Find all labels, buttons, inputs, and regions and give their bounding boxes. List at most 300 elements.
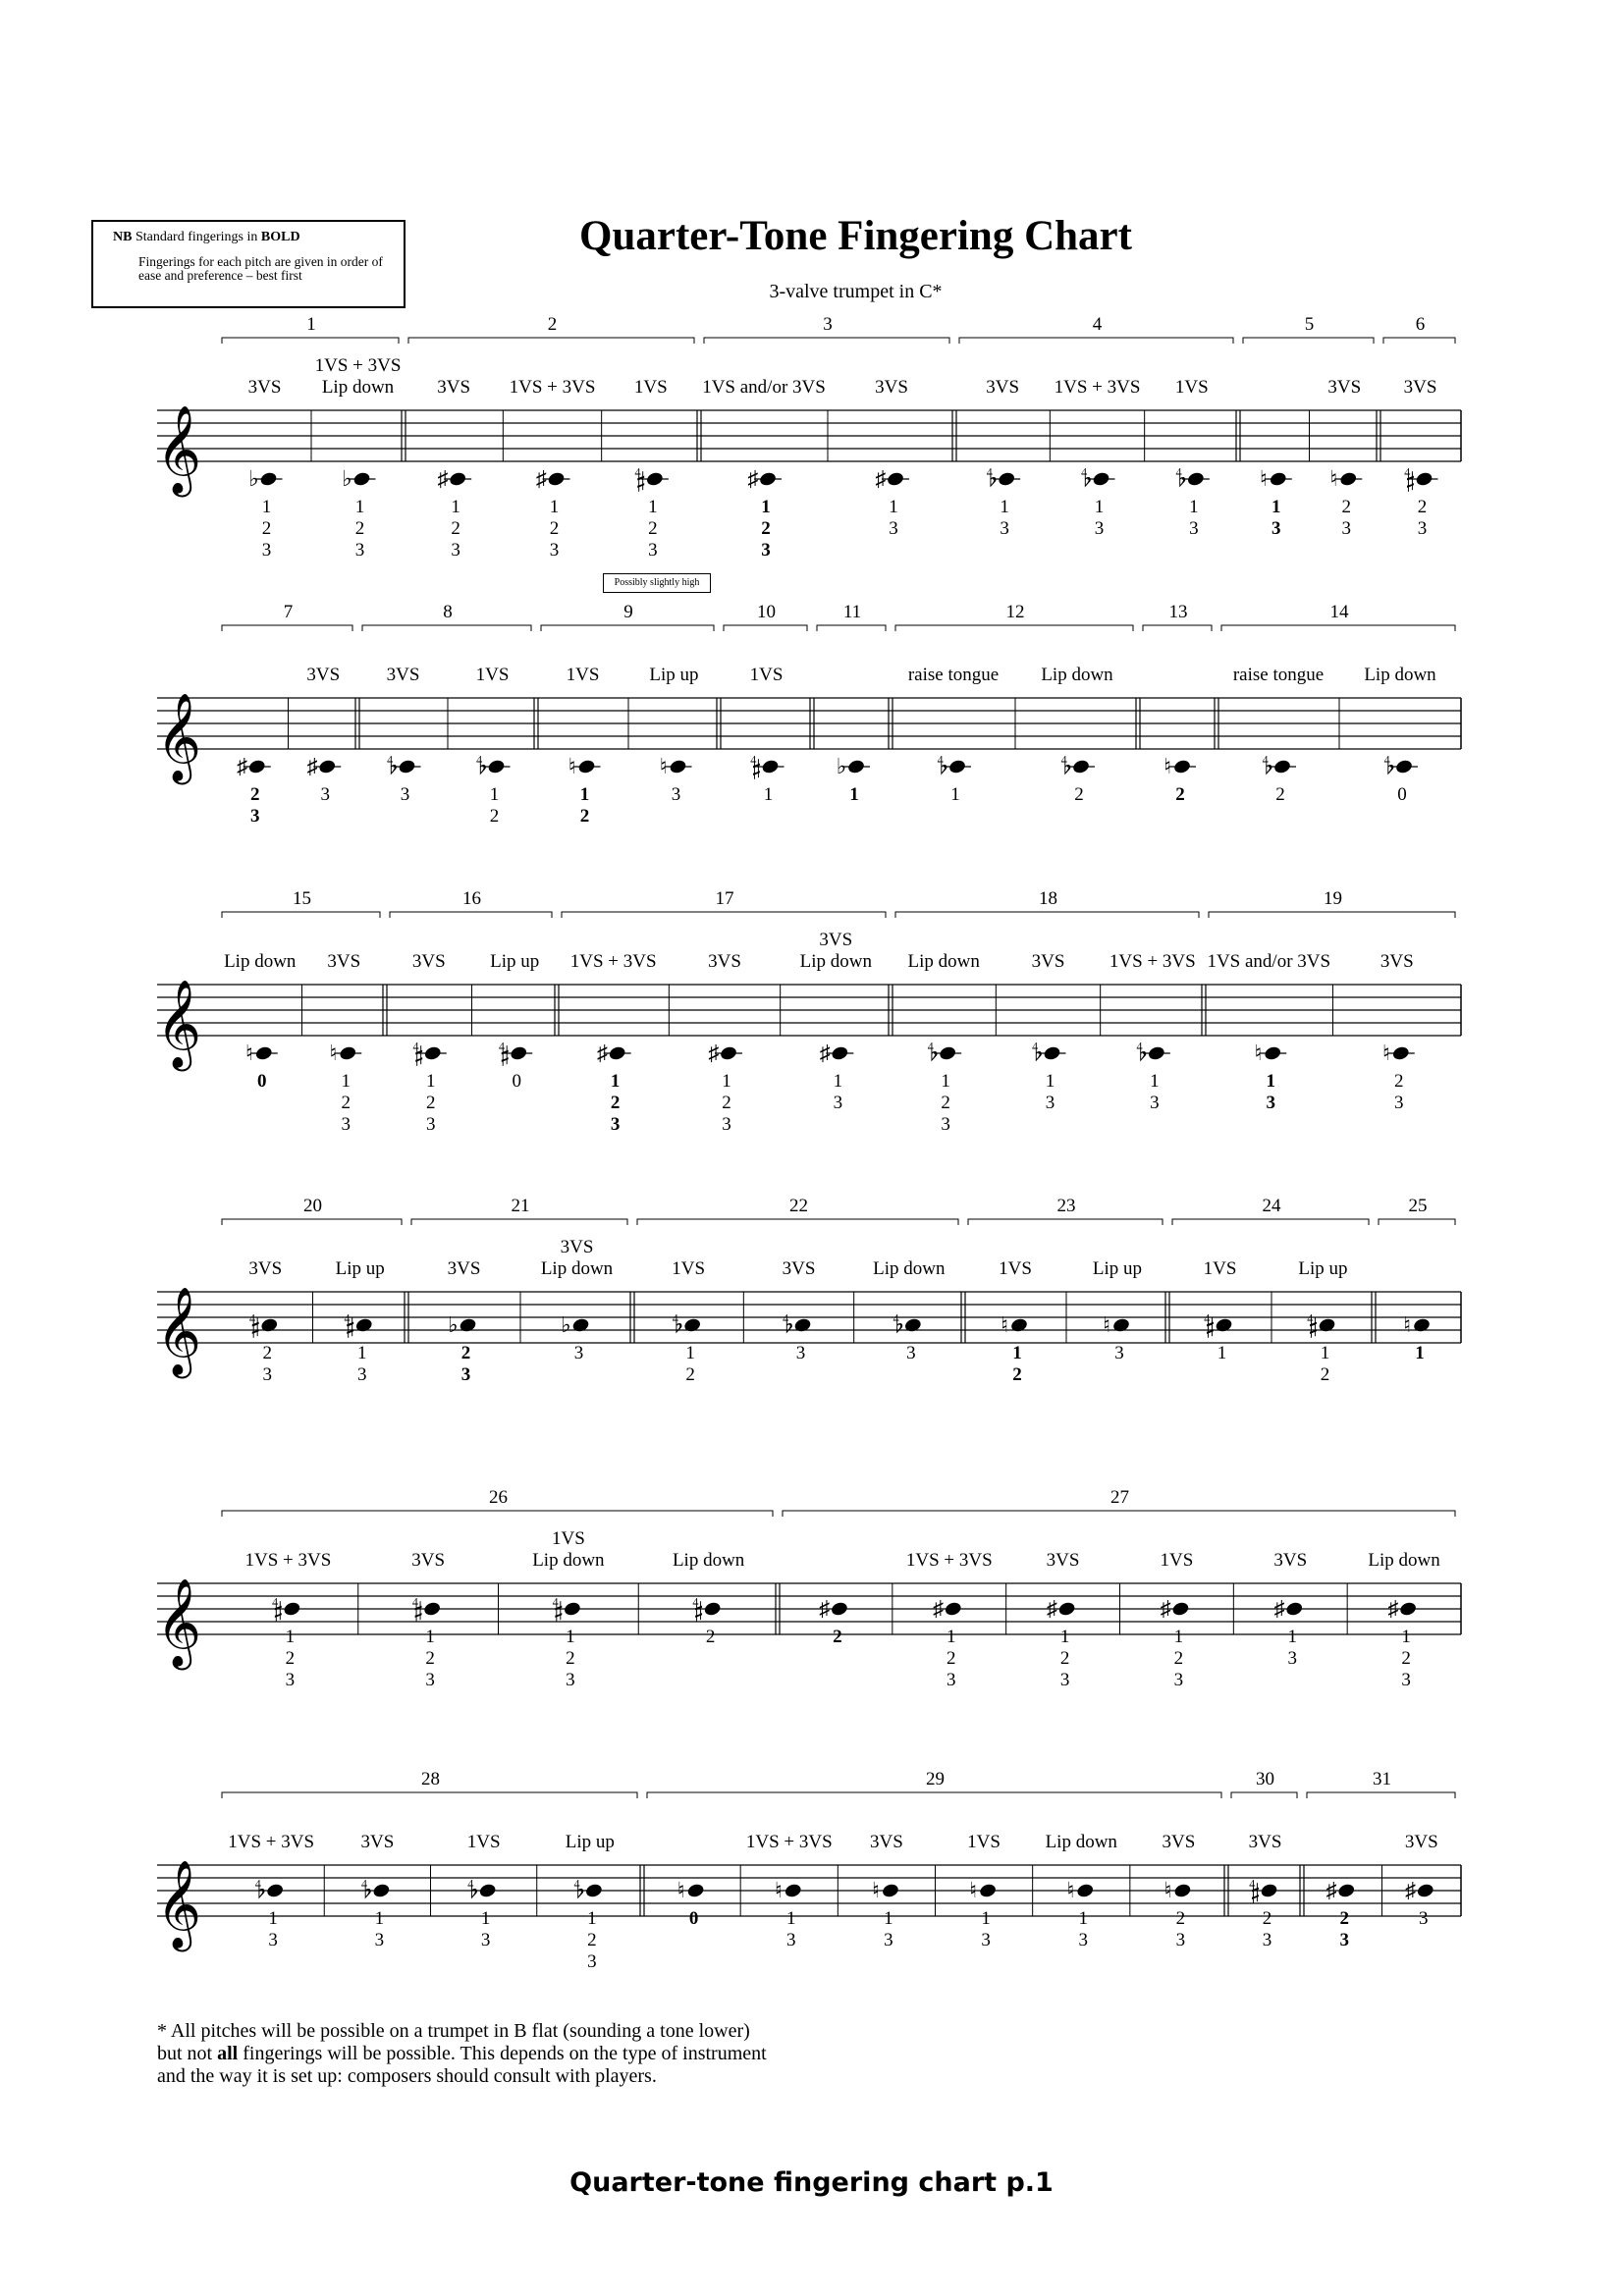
group-number: 5 (1304, 314, 1315, 335)
fingering-instruction: 3VS (1162, 1832, 1196, 1852)
note-prefix: NB (113, 230, 133, 244)
fingering-instruction: 3VS (327, 951, 361, 972)
valve-number: 3 (906, 1343, 916, 1363)
valve-number: 1 (1287, 1627, 1297, 1647)
valve-number: 0 (257, 1071, 267, 1092)
fingering-instruction: Lip down (532, 1550, 605, 1571)
fingering-instruction: Lip down (540, 1258, 614, 1279)
valve-number: 1 (950, 784, 960, 805)
group-number: 23 (1056, 1196, 1076, 1216)
accidental-natural-icon: ♮ (1163, 754, 1171, 778)
valve-number: 1 (849, 784, 859, 805)
note-head (1009, 1317, 1028, 1334)
accidental-natural-icon: ♮ (329, 1041, 338, 1065)
accidental-natural-icon: ♮ (659, 754, 668, 778)
valve-number: 2 (250, 784, 260, 805)
accidental-qflat-icon: 𝄳 (1262, 754, 1273, 778)
valve-number: 1 (648, 497, 658, 517)
group-bracket (1383, 338, 1455, 344)
fingering-instruction: Lip down (321, 377, 395, 398)
valve-number: 3 (1078, 1930, 1088, 1950)
accidental-qflat-icon: 𝄳 (937, 754, 948, 778)
valve-number: 3 (648, 540, 658, 561)
accidental-qsharp-icon: 𝄲 (750, 754, 761, 778)
fingering-instruction: 3VS (248, 1258, 283, 1279)
valve-number: 3 (1339, 1930, 1349, 1950)
group-number: 11 (842, 602, 862, 622)
fingering-instruction: 3VS (411, 1550, 446, 1571)
fingering-instruction: 1VS + 3VS (244, 1550, 332, 1571)
group-bracket (222, 912, 380, 918)
note-box-line2: Fingerings for each pitch are given in order of ease and preference – best first (138, 254, 383, 283)
note-head (354, 1317, 373, 1334)
group-number: 8 (443, 602, 453, 622)
valve-number: 2 (566, 1648, 575, 1669)
valve-number: 2 (705, 1627, 716, 1647)
group-bracket (1243, 338, 1374, 344)
note-head (1076, 1883, 1095, 1899)
valve-number: 2 (1394, 1071, 1404, 1092)
group-number: 13 (1168, 602, 1188, 622)
group-bracket (390, 912, 552, 918)
treble-clef-icon: 𝄞 (155, 1861, 202, 1947)
fingering-instruction: 3VS (1404, 1832, 1438, 1852)
fingering-instruction: 3VS (437, 377, 471, 398)
valve-number: 1 (425, 1627, 435, 1647)
group-bracket (1209, 912, 1455, 918)
fingering-instruction: 1VS (1160, 1550, 1194, 1571)
valve-number: 1 (579, 784, 590, 805)
valve-number: 1 (786, 1908, 796, 1929)
note-head (1337, 1883, 1356, 1899)
fingering-instruction: Lip down (1364, 665, 1436, 685)
fingering-instruction: 3VS (1273, 1550, 1308, 1571)
valve-number: 2 (1012, 1364, 1022, 1385)
accidental-sharp-icon: ♯ (708, 1041, 720, 1065)
valve-number: 1 (1059, 1627, 1070, 1647)
valve-number: 2 (685, 1364, 695, 1385)
valve-number: 3 (357, 1364, 367, 1385)
valve-number: 3 (354, 540, 365, 561)
valve-number: 1 (889, 497, 898, 517)
accidental-natural-icon: ♮ (568, 754, 576, 778)
note-bold: BOLD (260, 230, 300, 244)
valve-number: 2 (1320, 1364, 1330, 1385)
group-number: 25 (1408, 1196, 1428, 1216)
group-bracket (1379, 1219, 1455, 1225)
valve-number: 2 (722, 1093, 731, 1113)
group-bracket (541, 625, 714, 631)
valve-number: 3 (400, 784, 410, 805)
accidental-sharp-icon: ♯ (819, 1041, 831, 1065)
valve-number: 2 (285, 1648, 296, 1669)
accidental-natural-icon: ♮ (1001, 1312, 1008, 1337)
valve-number: 1 (354, 497, 365, 517)
valve-number: 3 (610, 1114, 621, 1135)
note-head (703, 1601, 722, 1618)
group-number: 21 (511, 1196, 530, 1216)
note-head (260, 1317, 279, 1334)
valve-number: 3 (795, 1343, 806, 1363)
valve-number: 1 (685, 1343, 695, 1363)
note-head (1111, 1317, 1130, 1334)
accidental-natural-icon: ♮ (1103, 1312, 1110, 1337)
group-bracket (817, 625, 886, 631)
fingering-instruction: 3VS (1380, 951, 1414, 972)
group-number: 22 (789, 1196, 808, 1216)
valve-number: 1 (268, 1908, 278, 1929)
group-bracket (222, 1219, 402, 1225)
fingering-instruction: 1VS + 3VS (1054, 377, 1141, 398)
fingering-instruction: 3VS (386, 665, 420, 685)
valve-number: 2 (1339, 1908, 1349, 1929)
valve-number: 2 (1341, 497, 1351, 517)
accidental-qsharp-icon: 𝄲 (634, 466, 646, 491)
accidental-qsharp-icon: 𝄲 (692, 1596, 703, 1621)
group-bracket (222, 1511, 773, 1517)
fingering-instruction: 1VS and/or 3VS (702, 377, 826, 398)
valve-number: 1 (357, 1343, 367, 1363)
valve-number: 3 (1094, 518, 1105, 539)
accidental-natural-icon: ♮ (1066, 1878, 1075, 1902)
valve-number: 2 (947, 1648, 956, 1669)
valve-number: 2 (451, 518, 460, 539)
group-number: 6 (1415, 314, 1426, 335)
valve-number: 3 (947, 1670, 956, 1690)
accidental-qflat-icon: 𝄳 (783, 1312, 793, 1337)
valve-number: 1 (833, 1071, 843, 1092)
fingering-instruction: 1VS + 3VS (569, 951, 657, 972)
accidental-sharp-icon: ♯ (1325, 1878, 1337, 1902)
note-head (1171, 1601, 1190, 1618)
valve-number: 2 (341, 1093, 351, 1113)
treble-clef-icon: 𝄞 (155, 1288, 202, 1373)
accidental-natural-icon: ♮ (969, 1878, 978, 1902)
valve-number: 1 (884, 1908, 893, 1929)
accidental-natural-icon: ♮ (871, 1878, 880, 1902)
valve-number: 1 (566, 1627, 575, 1647)
note-head (830, 1601, 848, 1618)
valve-number: 3 (1175, 1930, 1186, 1950)
fingering-instruction: 1VS (1203, 1258, 1237, 1279)
accidental-qflat-icon: 𝄳 (1383, 754, 1395, 778)
accidental-sharp-icon: ♯ (1387, 1596, 1399, 1621)
valve-number: 1 (1320, 1343, 1330, 1363)
note-head (1399, 1601, 1418, 1618)
valve-number: 2 (261, 518, 272, 539)
group-bracket (411, 1219, 627, 1225)
group-number: 3 (823, 314, 833, 335)
valve-number: 2 (1074, 784, 1084, 805)
accidental-sharp-icon: ♯ (1273, 1596, 1285, 1621)
note-text: Standard fingerings in (135, 230, 258, 244)
valve-number: 1 (374, 1908, 385, 1929)
accidental-natural-icon: ♮ (244, 1041, 253, 1065)
fingering-instruction: Lip down (224, 951, 297, 972)
accidental-sharp-icon: ♯ (1405, 1878, 1417, 1902)
valve-number: 2 (1417, 497, 1428, 517)
group-bracket (1172, 1219, 1369, 1225)
accidental-qflat-icon: 𝄳 (986, 466, 998, 491)
note-head (1173, 1883, 1192, 1899)
accidental-qflat-icon: 𝄳 (361, 1878, 372, 1902)
accidental-sharp-icon: ♯ (536, 466, 547, 491)
valve-number: 3 (566, 1670, 575, 1690)
accidental-qflat-icon: 𝄳 (387, 754, 398, 778)
accidental-qflat-icon: 𝄳 (467, 1878, 478, 1902)
valve-number: 1 (1078, 1908, 1088, 1929)
note-head (478, 1883, 497, 1899)
note-head (881, 1883, 899, 1899)
fingering-instruction: 3VS (1031, 951, 1065, 972)
valve-number: 3 (320, 784, 330, 805)
valve-number: 1 (1266, 1071, 1275, 1092)
fingering-instruction: 1VS (749, 665, 784, 685)
valve-number: 1 (1150, 1071, 1160, 1092)
footnote-line2-b: fingerings will be possible. This depends on the type of instrument (238, 2043, 767, 2064)
accidental-natural-icon: ♮ (1163, 1878, 1172, 1902)
valve-number: 2 (1275, 784, 1285, 805)
valve-number: 3 (761, 540, 771, 561)
group-number: 30 (1256, 1769, 1274, 1789)
accidental-sharp-icon: ♯ (306, 754, 318, 778)
note-head (1412, 1317, 1431, 1334)
valve-number: 0 (688, 1908, 699, 1929)
note-head (1318, 1317, 1336, 1334)
group-number: 7 (283, 602, 294, 622)
fingering-instruction: 3VS (708, 951, 741, 972)
page-footer: Quarter-tone fingering chart p.1 (569, 2167, 1054, 2198)
group-number: 16 (462, 888, 481, 909)
valve-number: 3 (1000, 518, 1009, 539)
valve-number: 1 (1189, 497, 1199, 517)
accidental-flat-icon: ♭ (342, 466, 352, 491)
fingering-instruction: 3VS (1046, 1550, 1080, 1571)
valve-number: 3 (587, 1951, 597, 1972)
accidental-qsharp-icon: 𝄲 (1249, 1878, 1260, 1902)
valve-number: 1 (489, 784, 500, 805)
valve-number: 2 (262, 1343, 272, 1363)
fingering-instruction: 1VS (551, 1528, 585, 1549)
accidental-natural-icon: ♮ (1259, 466, 1268, 491)
valve-number: 3 (425, 1670, 435, 1690)
group-number: 28 (421, 1769, 440, 1789)
accidental-natural-icon: ♮ (1329, 466, 1338, 491)
group-bracket (959, 338, 1233, 344)
group-number: 2 (547, 314, 558, 335)
footnote-line1: * All pitches will be possible on a trumpet in B flat (sounding a tone lower) (157, 2020, 750, 2042)
valve-number: 3 (480, 1930, 491, 1950)
accidental-flat-icon: ♭ (561, 1312, 571, 1337)
group-bracket (1231, 1792, 1297, 1798)
group-number: 26 (489, 1487, 508, 1508)
note-head (979, 1883, 998, 1899)
fingering-instruction: Lip up (1298, 1258, 1348, 1279)
valve-number: 0 (1397, 784, 1407, 805)
valve-number: 3 (889, 518, 898, 539)
accidental-sharp-icon: ♯ (597, 1041, 609, 1065)
accidental-qflat-icon: 𝄳 (1081, 466, 1092, 491)
note-head (1416, 1883, 1434, 1899)
valve-number: 3 (722, 1114, 731, 1135)
accidental-sharp-icon: ♯ (819, 1596, 831, 1621)
footnote (157, 2020, 767, 2088)
group-number: 4 (1092, 314, 1103, 335)
fingering-instruction: 1VS + 3VS (745, 1832, 833, 1852)
accidental-sharp-icon: ♯ (933, 1596, 945, 1621)
group-number: 9 (623, 602, 633, 622)
fingering-instruction: 1VS (967, 1832, 1001, 1852)
fingering-instruction: Lip up (1092, 1258, 1143, 1279)
group-number: 27 (1110, 1487, 1129, 1508)
valve-number: 3 (1401, 1670, 1411, 1690)
accidental-sharp-icon: ♯ (875, 466, 887, 491)
fingering-instruction: Lip down (1041, 665, 1113, 685)
group-number: 29 (926, 1769, 945, 1789)
accidental-sharp-icon: ♯ (1160, 1596, 1171, 1621)
accidental-qflat-icon: 𝄳 (476, 754, 487, 778)
accidental-natural-icon: ♮ (676, 1878, 685, 1902)
note-head (793, 1317, 812, 1334)
valve-number: 2 (1262, 1908, 1272, 1929)
valve-number: 3 (1417, 518, 1428, 539)
valve-number: 3 (341, 1114, 351, 1135)
fingering-instruction: 1VS + 3VS (1109, 951, 1196, 972)
valve-number: 3 (261, 540, 272, 561)
fingering-instruction: 3VS (1327, 377, 1362, 398)
fingering-instruction: 1VS (999, 1258, 1032, 1279)
valve-number: 2 (610, 1093, 621, 1113)
accidental-sharp-icon: ♯ (437, 466, 449, 491)
valve-number: 3 (1419, 1908, 1429, 1929)
fingering-instruction: 1VS (475, 665, 510, 685)
valve-number: 3 (1189, 518, 1199, 539)
note-head (784, 1883, 802, 1899)
accidental-qsharp-icon: 𝄲 (1307, 1312, 1318, 1337)
valve-number: 3 (460, 1364, 471, 1385)
valve-number: 3 (285, 1670, 296, 1690)
accidental-qsharp-icon: 𝄲 (412, 1041, 423, 1065)
group-bracket (647, 1792, 1221, 1798)
fingering-instruction: 3VS (819, 930, 853, 950)
valve-number: 3 (573, 1343, 584, 1363)
accidental-qflat-icon: 𝄳 (1032, 1041, 1043, 1065)
valve-number: 1 (981, 1908, 991, 1929)
accidental-qsharp-icon: 𝄲 (344, 1312, 354, 1337)
accidental-qflat-icon: 𝄳 (672, 1312, 683, 1337)
accidental-qsharp-icon: 𝄲 (552, 1596, 564, 1621)
accidental-natural-icon: ♮ (1381, 1041, 1390, 1065)
treble-clef-icon: 𝄞 (155, 406, 202, 492)
group-bracket (222, 338, 399, 344)
fingering-instruction: 1VS + 3VS (905, 1550, 993, 1571)
valve-number: 1 (285, 1627, 296, 1647)
fingering-instruction: Lip down (907, 951, 980, 972)
valve-number: 1 (451, 497, 460, 517)
note-head (903, 1317, 922, 1334)
group-number: 1 (306, 314, 316, 335)
valve-number: 3 (268, 1930, 278, 1950)
accidental-sharp-icon: ♯ (747, 466, 759, 491)
valve-number: 1 (1012, 1343, 1022, 1363)
treble-clef-icon: 𝄞 (155, 1579, 202, 1665)
accidental-qsharp-icon: 𝄲 (499, 1041, 510, 1065)
footnote-bold: all (217, 2043, 239, 2064)
fingering-instruction: raise tongue (1232, 665, 1325, 685)
valve-number: 2 (1175, 1908, 1186, 1929)
fingering-instruction: Lip down (799, 951, 873, 972)
valve-number: 1 (1000, 497, 1009, 517)
valve-number: 3 (833, 1093, 843, 1113)
group-number: 10 (757, 602, 776, 622)
valve-number: 3 (1394, 1093, 1404, 1113)
valve-number: 1 (1415, 1343, 1425, 1363)
accidental-flat-icon: ♭ (836, 754, 847, 778)
accidental-natural-icon: ♮ (774, 1878, 783, 1902)
valve-number: 3 (451, 540, 460, 561)
valve-number: 3 (671, 784, 681, 805)
note-head (944, 1601, 962, 1618)
note-head (1260, 1883, 1278, 1899)
footnote-line2-a: but not (157, 2043, 218, 2064)
note-head (423, 1601, 442, 1618)
accidental-qsharp-icon: 𝄲 (249, 1312, 260, 1337)
fingering-instruction: 1VS (566, 665, 600, 685)
fingering-instruction: 3VS (870, 1832, 903, 1852)
valve-number: 3 (549, 540, 560, 561)
fingering-instruction: 3VS (411, 951, 446, 972)
valve-number: 1 (1401, 1627, 1411, 1647)
group-bracket (783, 1511, 1455, 1517)
accidental-qflat-icon: 𝄳 (1136, 1041, 1148, 1065)
valve-number: 1 (341, 1071, 351, 1092)
valve-number: 2 (587, 1930, 597, 1950)
note-head (1285, 1601, 1304, 1618)
fingering-instruction: 3VS (1248, 1832, 1282, 1852)
accidental-qflat-icon: 𝄳 (254, 1878, 266, 1902)
valve-number: 1 (587, 1908, 597, 1929)
valve-number: 2 (1059, 1648, 1070, 1669)
note-head (686, 1883, 705, 1899)
fingering-instruction: 3VS (306, 665, 341, 685)
group-bracket (895, 625, 1133, 631)
accidental-qflat-icon: 𝄳 (1175, 466, 1187, 491)
fingering-instruction: Lip down (672, 1550, 745, 1571)
accidental-qflat-icon: 𝄳 (573, 1878, 585, 1902)
note-head (571, 1317, 590, 1334)
note-head (584, 1883, 603, 1899)
valve-number: 2 (460, 1343, 471, 1363)
group-bracket (895, 912, 1199, 918)
valve-number: 1 (1094, 497, 1105, 517)
valve-number: 1 (761, 497, 771, 517)
treble-clef-icon: 𝄞 (155, 694, 202, 779)
valve-number: 2 (354, 518, 365, 539)
valve-number: 1 (480, 1908, 491, 1929)
fingering-instruction: 3VS (447, 1258, 481, 1279)
valve-number: 2 (1401, 1648, 1411, 1669)
fingering-instruction: 3VS (560, 1237, 594, 1257)
valve-number: 2 (489, 806, 500, 827)
page-title: Quarter-Tone Fingering Chart (579, 213, 1132, 259)
group-bracket (1221, 625, 1455, 631)
note-head (459, 1317, 477, 1334)
fingering-instruction: Lip up (565, 1832, 615, 1852)
valve-number: 3 (1059, 1670, 1070, 1690)
accidental-qsharp-icon: 𝄲 (411, 1596, 423, 1621)
valve-number: 1 (426, 1071, 436, 1092)
fingering-instruction: Lip up (649, 665, 699, 685)
